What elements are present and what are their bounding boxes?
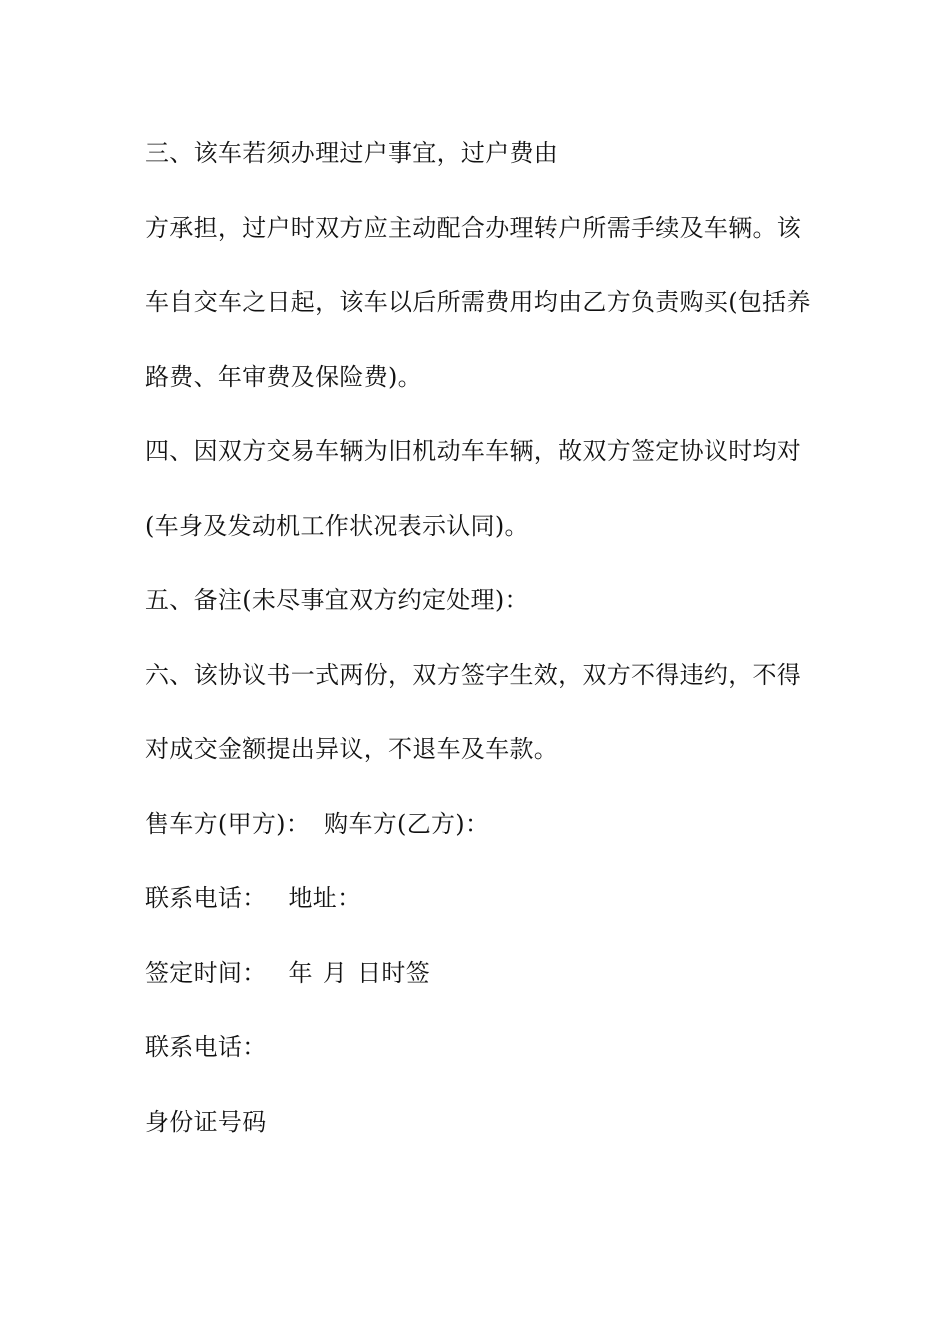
clause-6-line-2: 对成交金额提出异议，不退车及车款。 (145, 735, 559, 763)
document-body (145, 133, 815, 1176)
clause-4-line-1: 四、因双方交易车辆为旧机动车车辆，故双方签定协议时均对 (145, 437, 802, 465)
clause-3-line-4: 路费、年审费及保险费)。 (145, 362, 422, 391)
clause-3-line-2: 方承担，过户时双方应主动配合办理转户所需手续及车辆。该 (145, 213, 802, 242)
sign-time-line (145, 953, 815, 1028)
contact-line (145, 878, 815, 953)
clause-3-line-1: 三、该车若须办理过户事宜，过户费由 (145, 139, 559, 167)
day-sign-label: 日时签 (357, 958, 431, 987)
buyer-label: 购车方(乙方)： (324, 809, 490, 838)
seller-label: 售车方(甲方)： (145, 809, 311, 838)
id-number-line: 身份证号码 (145, 1107, 267, 1136)
clause-5-line-1: 五、备注(未尽事宜双方约定处理)： (145, 586, 529, 614)
phone-line-2: 联系电话： (145, 1033, 267, 1061)
parties-line (145, 804, 815, 879)
clause-3-line-3: 车自交车之日起，该车以后所需费用均由乙方负责购买(包括养 (145, 288, 811, 316)
clause-4-line-2: (车身及发动机工作状况表示认同)。 (145, 511, 529, 540)
month-label: 月 (322, 958, 348, 987)
clause-6-line-1: 六、该协议书一式两份，双方签字生效，双方不得违约，不得 (145, 660, 802, 689)
phone-label: 联系电话： (145, 884, 267, 912)
address-label: 地址： (288, 884, 362, 912)
year-label: 年 (288, 958, 313, 987)
sign-time-label: 签定时间： (145, 958, 267, 987)
